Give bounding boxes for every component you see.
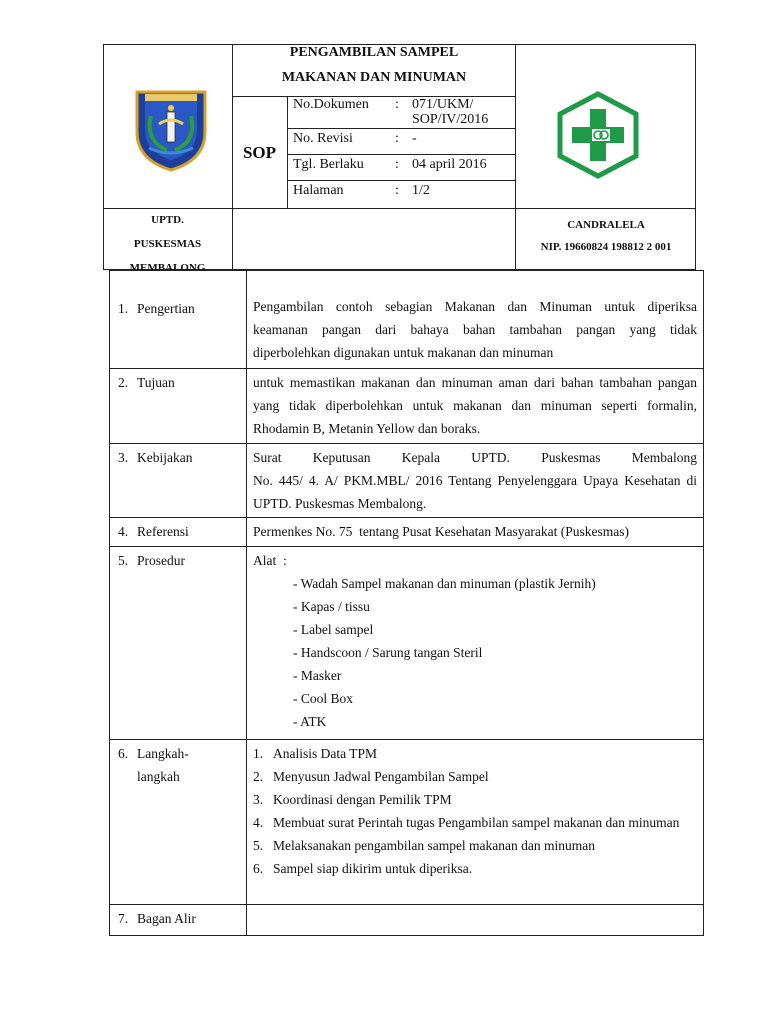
list-item: - Kapas / tissu (293, 599, 370, 614)
sop-title-line2: MAKANAN DAN MINUMAN (281, 70, 467, 85)
list-item: - Masker (293, 668, 342, 683)
sop-title-line1: PENGAMBILAN SAMPEL (289, 45, 459, 60)
list-item (253, 788, 697, 811)
content-line: Surat Keputusan Kepala UPTD. Puskesmas Membalong (253, 450, 697, 465)
section-number: 4. (118, 524, 129, 539)
section-label: Langkah- (137, 746, 189, 761)
signer-name: CANDRALELA (567, 219, 645, 231)
section-content-kebijakan (247, 444, 704, 518)
content-line: Rhodamin B, Metanin Yellow dan boraks. (253, 421, 481, 436)
section-label: Tujuan (137, 375, 175, 390)
step-number: 5. (253, 838, 264, 853)
org-line1: UPTD. (151, 214, 184, 226)
meta-label-halaman: Halaman (293, 183, 344, 198)
signer-block (516, 208, 696, 258)
section-content-prosedur (247, 547, 704, 740)
content-line: diperbolehkan digunakan untuk makanan dan minuman (253, 345, 554, 360)
table-row (110, 905, 704, 936)
meta-value-berlaku: 04 april 2016 (412, 157, 487, 172)
meta-label-dokumen: No.Dokumen (293, 97, 369, 112)
meta-value-dokumen (412, 97, 488, 127)
step-number: 1. (253, 746, 264, 761)
section-number: 1. (118, 301, 129, 316)
meta-sep: : (395, 131, 399, 146)
list-item (253, 811, 697, 834)
step-number: 2. (253, 769, 264, 784)
org-line3: MEMBALONG (129, 262, 206, 274)
section-label-tujuan (110, 369, 247, 444)
section-label: Kebijakan (137, 450, 193, 465)
content-line: keamanan pangan dari bahaya bahan tambahan pangan yang tidak (253, 322, 697, 337)
meta-value-dokumen-line2: SOP/IV/2016 (412, 112, 489, 127)
step-number: 3. (253, 792, 264, 807)
table-row (110, 518, 704, 547)
meta-value-halaman: 1/2 (412, 183, 430, 198)
meta-label-revisi: No. Revisi (293, 131, 353, 146)
signer-nip: NIP. 19660824 198812 2 001 (540, 241, 672, 253)
sop-label: SOP (242, 143, 277, 162)
list-item: - Cool Box (293, 691, 354, 706)
table-row (110, 740, 704, 905)
content-line: Permenkes No. 75 tentang Pusat Kesehatan Masyarakat (Puskesmas) (253, 524, 630, 539)
section-label: Referensi (137, 524, 189, 539)
list-item: - Label sampel (293, 622, 374, 637)
content-line: UPTD. Puskesmas Membalong. (253, 496, 427, 511)
regional-coat-of-arms-logo (133, 86, 209, 172)
org-line2: PUSKESMAS (133, 238, 202, 250)
step-text: Melaksanakan pengambilan sampel makanan dan minuman (273, 838, 596, 853)
section-content-pengertian (247, 271, 704, 369)
header-divider (287, 154, 515, 155)
section-label-referensi (110, 518, 247, 547)
meta-value-dokumen-line1: 071/UKM/ (412, 97, 474, 112)
content-line: No. 445/ 4. A/ PKM.MBL/ 2016 Tentang Penyelenggara Upaya Kesehatan di (253, 473, 697, 488)
section-content-tujuan (247, 369, 704, 444)
section-label-bagan-alir (110, 905, 247, 936)
list-item (253, 857, 697, 880)
table-row (110, 369, 704, 444)
list-item (253, 765, 697, 788)
step-text: Menyusun Jadwal Pengambilan Sampel (273, 769, 489, 784)
list-item (253, 834, 697, 857)
section-label-langkah (110, 740, 247, 905)
list-item: - Wadah Sampel makanan dan minuman (plastik Jernih) (293, 576, 596, 591)
section-label: Prosedur (137, 553, 185, 568)
list-item: - Handscoon / Sarung tangan Steril (293, 645, 483, 660)
meta-value-revisi: - (412, 131, 417, 146)
section-content-referensi (247, 518, 704, 547)
section-number: 7. (118, 911, 129, 926)
section-label-prosedur (110, 547, 247, 740)
section-content-bagan-alir (247, 905, 704, 936)
section-label-pengertian (110, 271, 247, 369)
content-line: Pengambilan contoh sebagian Makanan dan Minuman untuk diperiksa (253, 299, 697, 314)
header-divider (287, 180, 515, 181)
meta-sep: : (395, 157, 399, 172)
step-text: Koordinasi dengan Pemilik TPM (273, 792, 452, 807)
section-number: 5. (118, 553, 129, 568)
step-text: Sampel siap dikirim untuk diperiksa. (273, 861, 473, 876)
step-text: Analisis Data TPM (273, 746, 377, 761)
puskesmas-logo (556, 91, 640, 179)
section-number: 3. (118, 450, 129, 465)
meta-sep: : (395, 97, 399, 112)
meta-label-berlaku: Tgl. Berlaku (293, 157, 364, 172)
section-number: 2. (118, 375, 129, 390)
section-number: 6. (118, 746, 129, 761)
alat-intro: Alat : (253, 553, 287, 568)
list-item (253, 742, 697, 765)
section-label-cont: langkah (137, 769, 180, 784)
step-text: Membuat surat Perintah tugas Pengambilan sampel makanan dan minuman (273, 815, 680, 830)
step-number: 4. (253, 815, 264, 830)
content-line: yang tidak diperbolehkan untuk makanan dan minuman seperti formalin, (253, 398, 697, 413)
section-content-langkah (247, 740, 704, 905)
table-row (110, 271, 704, 369)
section-label: Pengertian (137, 301, 195, 316)
list-item: - ATK (293, 714, 327, 729)
step-number: 6. (253, 861, 264, 876)
section-label-kebijakan (110, 444, 247, 518)
table-row (110, 547, 704, 740)
content-line: untuk memastikan makanan dan minuman aman dari bahan tambahan pangan (253, 375, 697, 390)
table-row (110, 444, 704, 518)
header-divider (287, 128, 515, 129)
header-divider (287, 97, 288, 208)
section-label: Bagan Alir (137, 911, 196, 926)
sop-content-table (109, 270, 704, 936)
meta-sep: : (395, 183, 399, 198)
